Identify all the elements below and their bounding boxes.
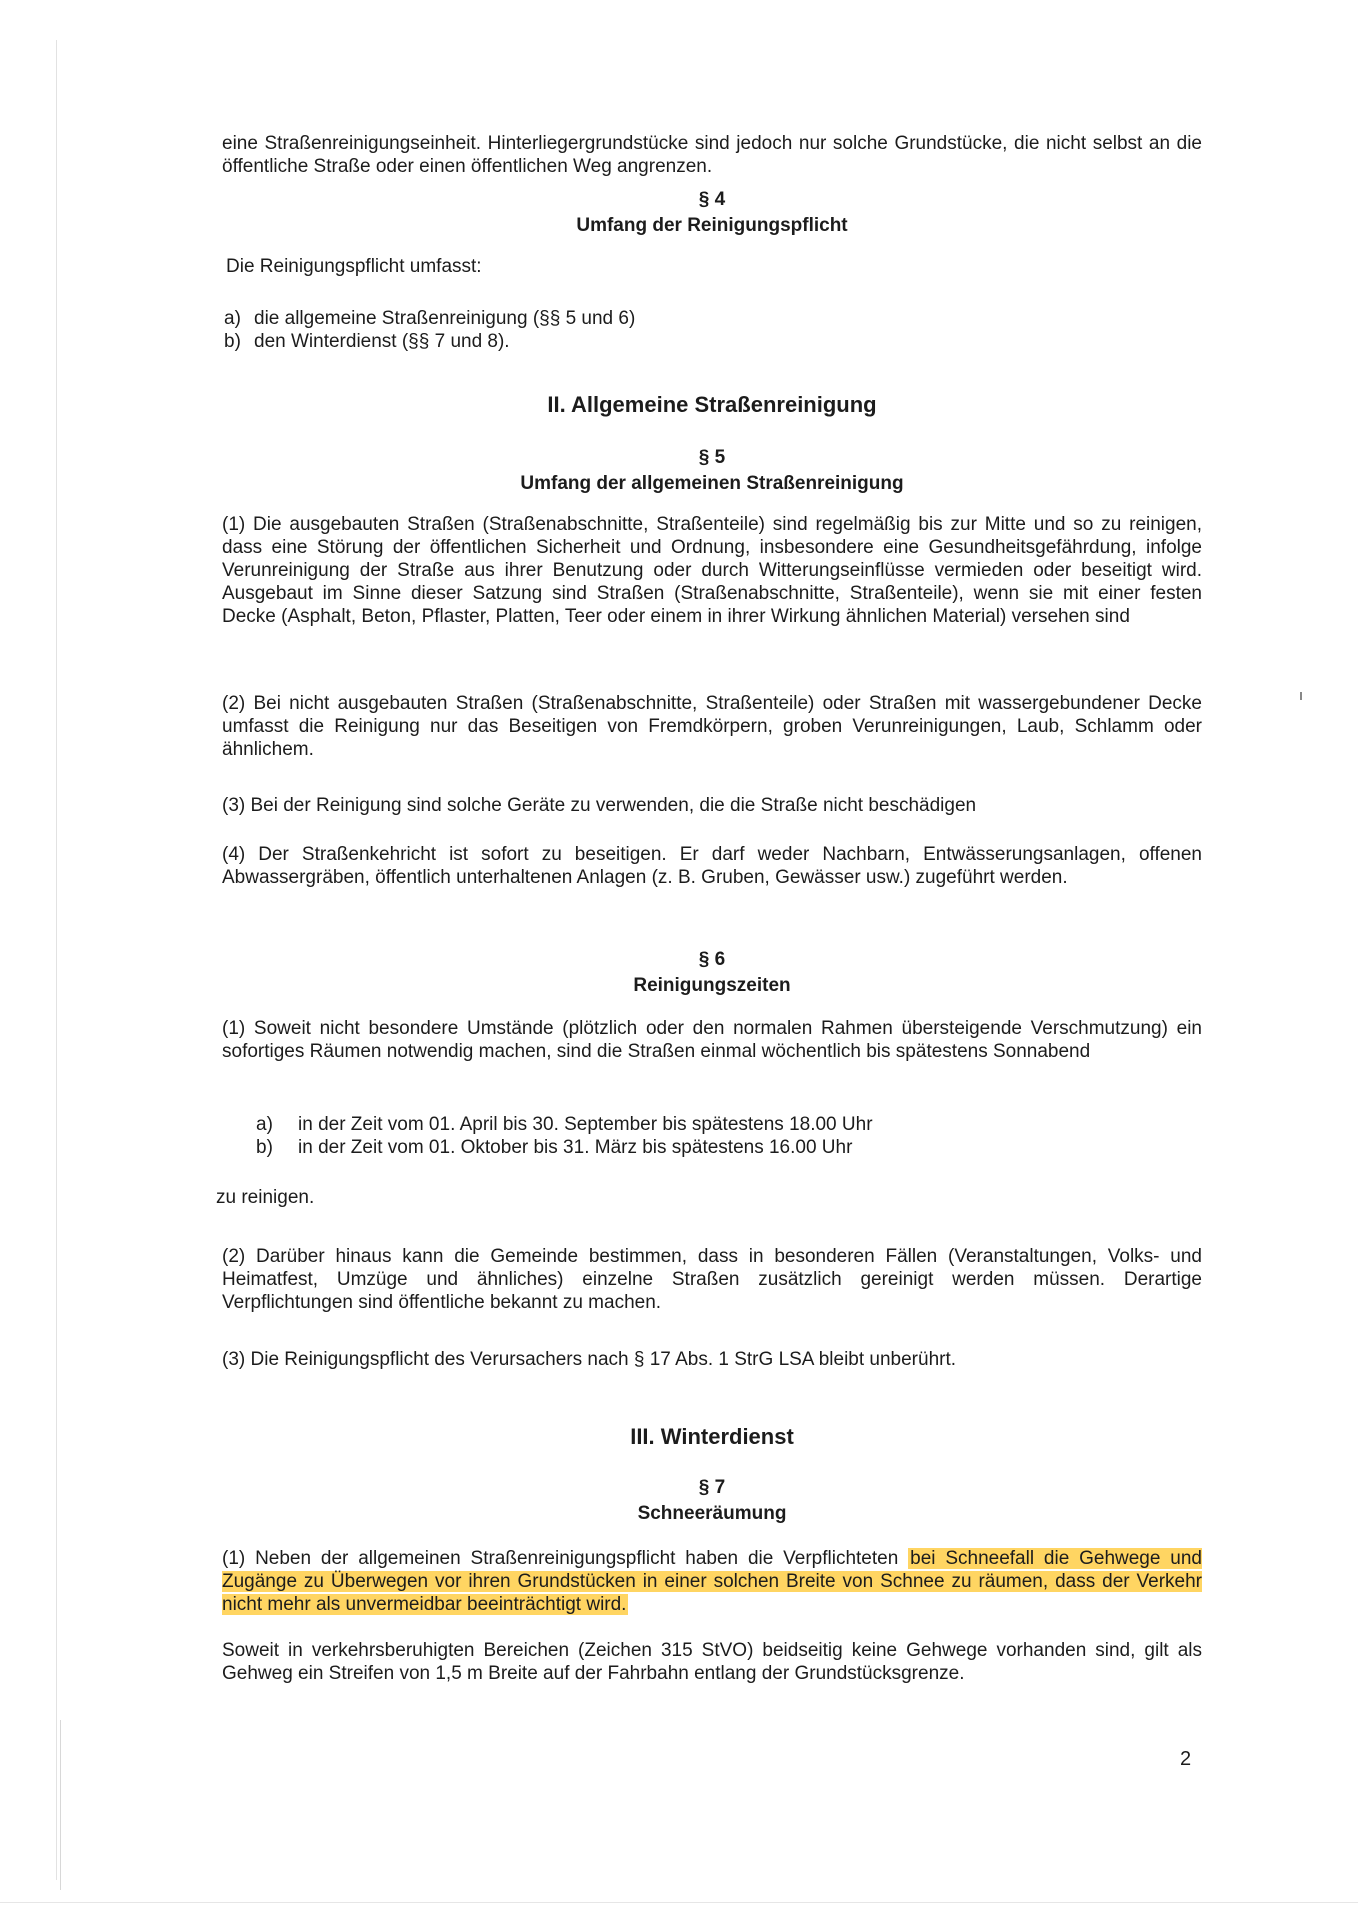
- s6-list: [256, 1113, 873, 1159]
- s5-paragraph-4: (4) Der Straßenkehricht ist sofort zu beseitigen. Er darf weder Nachbarn, Entwässerungsanlagen, offenen Abwassergräben, öffentlich unterhaltenen Anlagen (z. B. Gruben, Gewässer usw.) zugeführt werden.: [222, 844, 1202, 888]
- s4-number: § 4: [698, 189, 726, 210]
- list-item-text: den Winterdienst (§§ 7 und 8).: [254, 331, 510, 352]
- list-item: [224, 307, 635, 330]
- list-item-label: a): [224, 308, 241, 329]
- list-item-label: b): [224, 331, 241, 352]
- s7-number: § 7: [698, 1477, 726, 1498]
- s6-paragraph-3: (3) Die Reinigungspflicht des Verursachers nach § 17 Abs. 1 StrG LSA bleibt unberührt.: [222, 1349, 957, 1370]
- s7-paragraph-1-start: (1) Neben der allgemeinen Straßenreinigungspflicht haben die Verpflichteten: [222, 1548, 909, 1569]
- highlighted-passage: bei Schneefall die Gehwege und Zugänge zu Überwegen vor ihren Grundstücken in einer solchen Breite von Schnee zu räumen, dass der Verkehr nicht mehr als unvermeidbar beeinträchtigt wird.: [222, 1548, 1202, 1615]
- s6-paragraph-1: (1) Soweit nicht besondere Umstände (plötzlich oder den normalen Rahmen übersteigende Verschmutzung) ein sofortiges Räumen notwendig machen, sind die Straßen einmal wöchentlich bis spätestens Sonnabend: [222, 1018, 1202, 1062]
- section-3-title: III. Winterdienst: [630, 1424, 794, 1449]
- s6-tail: zu reinigen.: [216, 1187, 315, 1208]
- s5-title: Umfang der allgemeinen Straßenreinigung: [520, 473, 904, 494]
- intro-paragraph: eine Straßenreinigungseinheit. Hinterliegergrundstücke sind jedoch nur solche Grundstücke, die nicht selbst an die öffentliche Straße oder einen öffentlichen Weg angrenzen.: [222, 133, 1202, 177]
- list-item: [256, 1113, 873, 1136]
- list-item: [224, 330, 635, 353]
- s6-title: Reinigungszeiten: [633, 975, 791, 996]
- scan-speck: [1300, 692, 1302, 700]
- s6-paragraph-2: (2) Darüber hinaus kann die Gemeinde bestimmen, dass in besonderen Fällen (Veranstaltungen, Volks- und Heimatfest, Umzüge und ähnliches) einzelne Straßen zusätzlich gereinigt werden müssen. Derartige Verpflichtungen sind öffentliche bekannt zu machen.: [222, 1246, 1202, 1313]
- list-item-text: in der Zeit vom 01. Oktober bis 31. März bis spätestens 16.00 Uhr: [298, 1137, 853, 1158]
- list-item: [256, 1136, 873, 1159]
- s5-paragraph-2: (2) Bei nicht ausgebauten Straßen (Straßenabschnitte, Straßenteile) oder Straßen mit wassergebundener Decke umfasst die Reinigung nur das Beseitigen von Fremdkörpern, groben Verunreinigungen, Laub, Schlamm oder ähnlichem.: [222, 693, 1202, 760]
- list-item-label: b): [256, 1137, 273, 1158]
- s4-list: [224, 307, 635, 353]
- list-item-text: die allgemeine Straßenreinigung (§§ 5 und 6): [254, 308, 636, 329]
- s5-number: § 5: [698, 447, 726, 468]
- s5-paragraph-1: (1) Die ausgebauten Straßen (Straßenabschnitte, Straßenteile) sind regelmäßig bis zur Mitte und so zu reinigen, dass eine Störung der öffentlichen Sicherheit und Ordnung, insbesondere eine Gesundheitsgefährdung, infolge Verunreinigung der Straße aus ihrer Benutzung oder durch Witterungseinflüsse vermieden oder beseitigt wird. Ausgebaut im Sinne dieser Satzung sind Straßen (Straßenabschnitte, Straßenteile), wenn sie mit einer festen Decke (Asphalt, Beton, Pflaster, Platten, Teer oder einem in ihrer Wirkung ähnlichen Material) versehen sind: [222, 514, 1202, 627]
- s4-title: Umfang der Reinigungspflicht: [576, 215, 848, 236]
- s7-title: Schneeräumung: [637, 1503, 787, 1524]
- s7-paragraph-1: [222, 1547, 1202, 1616]
- s4-lead: Die Reinigungspflicht umfasst:: [226, 256, 482, 277]
- s6-number: § 6: [698, 949, 726, 970]
- scan-edge-bottom: [0, 1902, 1358, 1903]
- list-item-label: a): [256, 1114, 273, 1135]
- list-item-text: in der Zeit vom 01. April bis 30. September bis spätestens 18.00 Uhr: [298, 1114, 873, 1135]
- section-2-title: II. Allgemeine Straßenreinigung: [547, 392, 877, 417]
- page-number: 2: [1180, 1748, 1192, 1770]
- scan-edge-left: [56, 40, 57, 1880]
- scan-edge-left-lower: [60, 1720, 61, 1890]
- s7-paragraph-1-continued: Soweit in verkehrsberuhigten Bereichen (Zeichen 315 StVO) beidseitig keine Gehwege vorhanden sind, gilt als Gehweg ein Streifen von 1,5 m Breite auf der Fahrbahn entlang der Grundstücksgrenze.: [222, 1640, 1202, 1684]
- s5-paragraph-3: (3) Bei der Reinigung sind solche Geräte zu verwenden, die die Straße nicht beschädigen: [222, 795, 977, 816]
